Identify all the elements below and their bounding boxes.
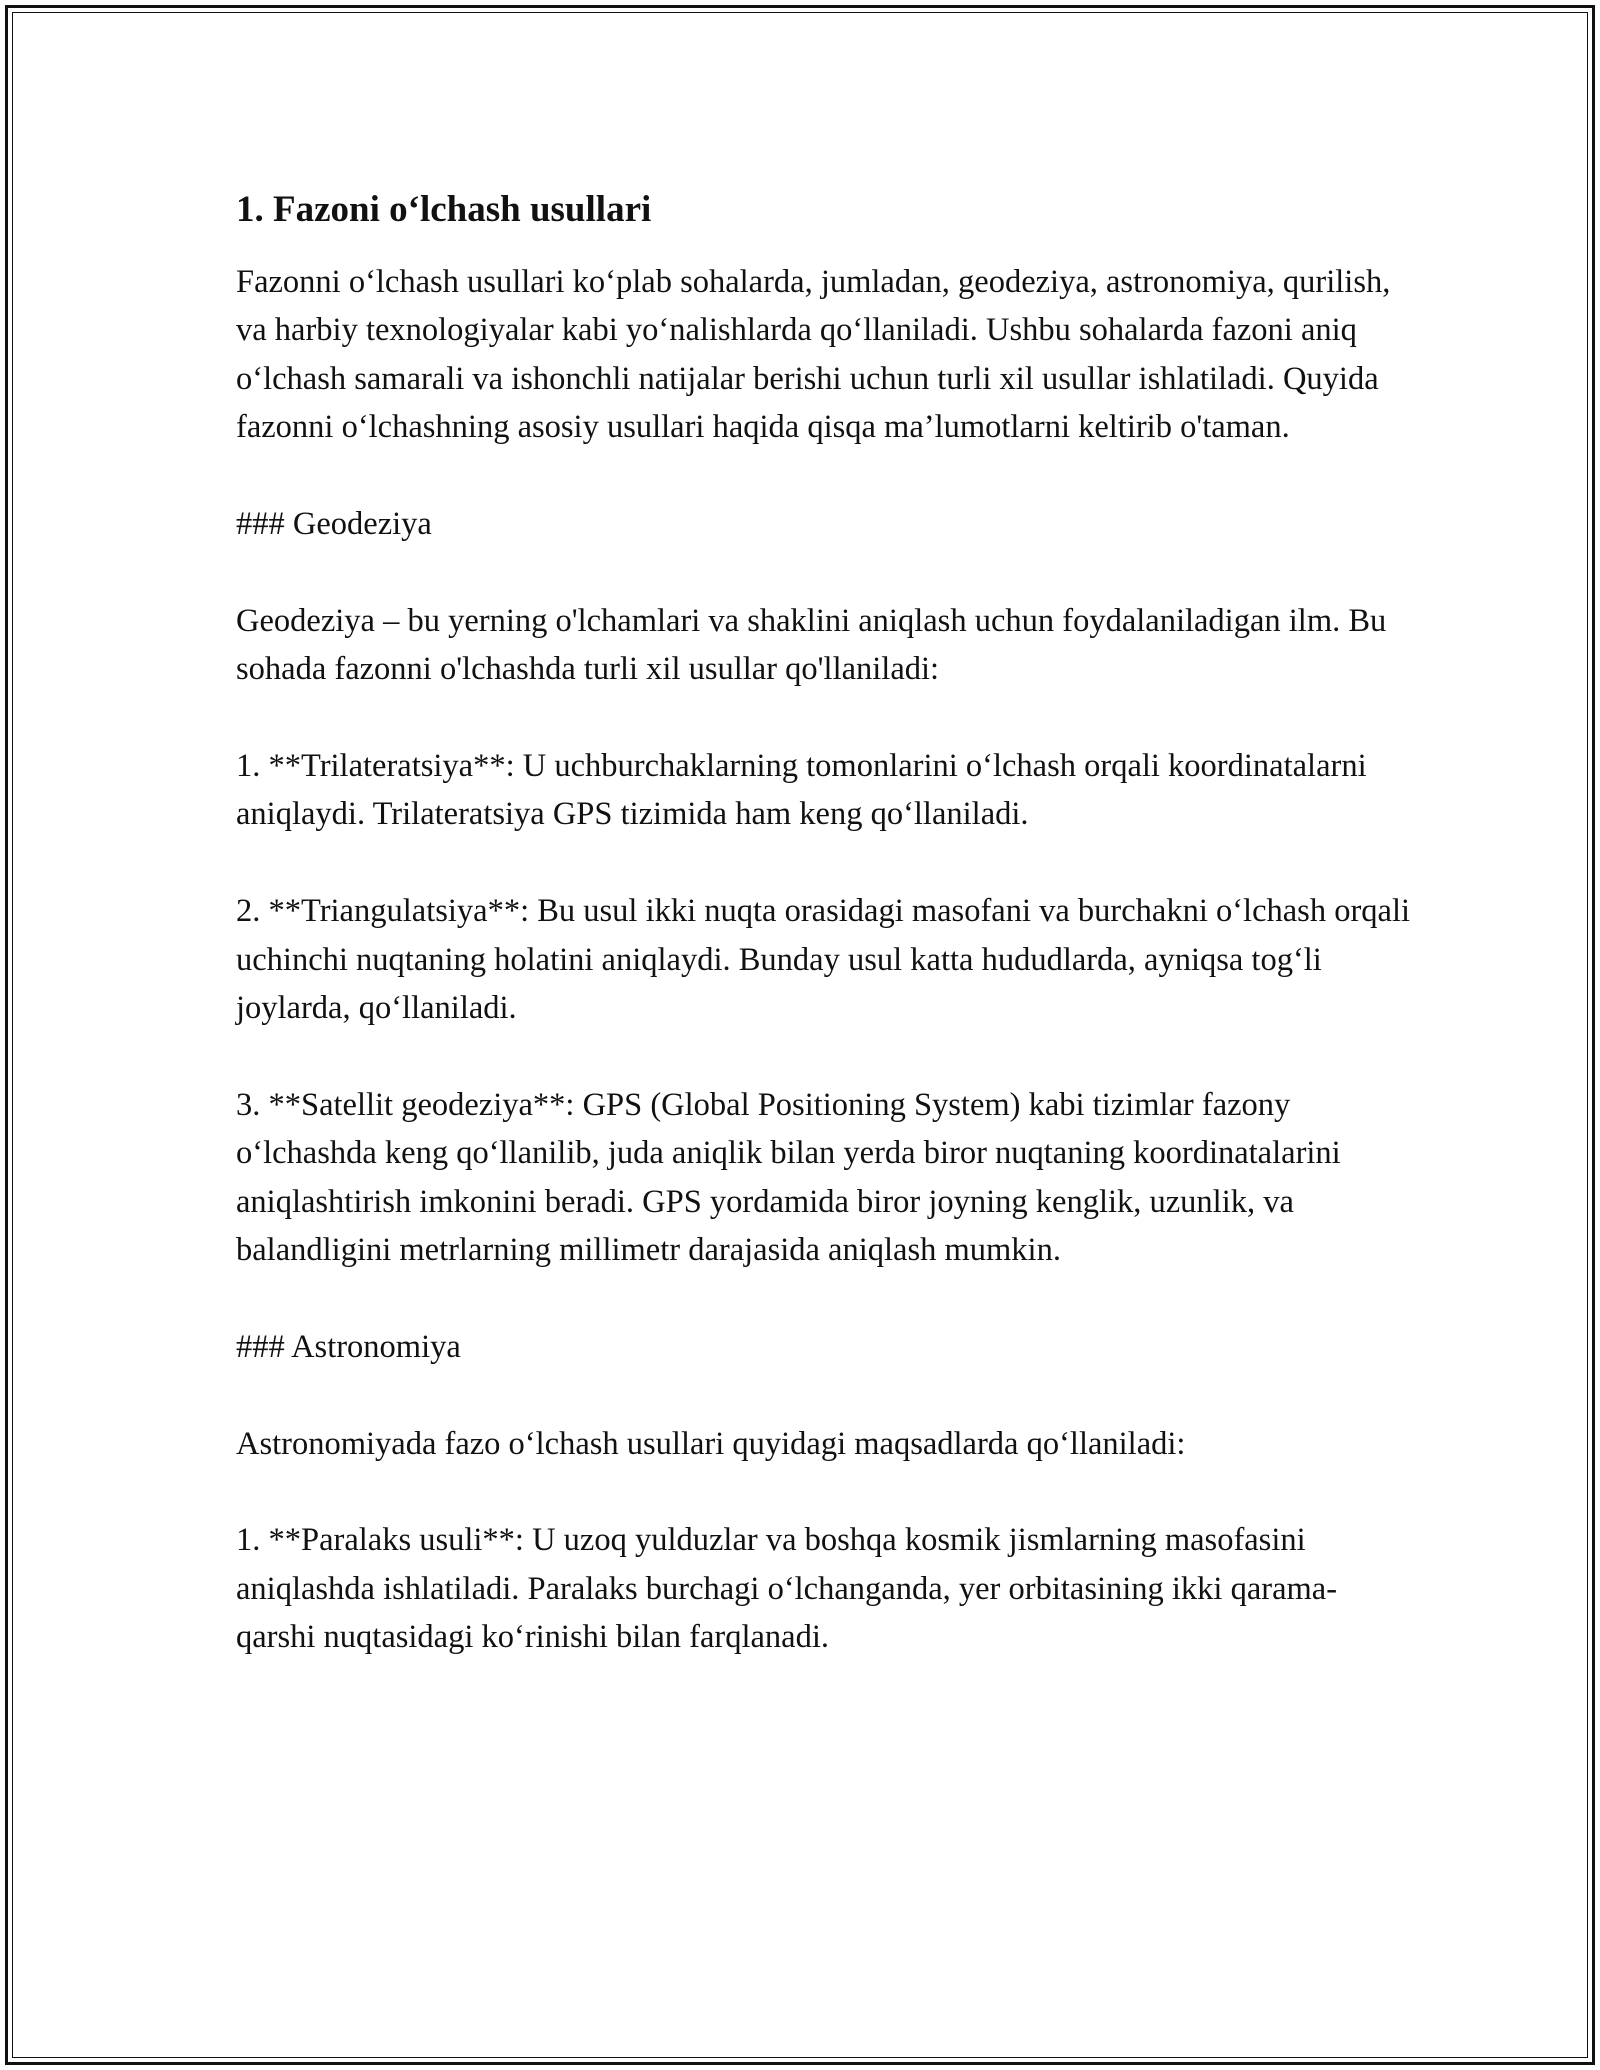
list-item-paralaks-usuli: 1. **Paralaks usuli**: U uzoq yulduzlar va boshqa kosmik jismlarning masofasini aniqlashda ishlatiladi. Paralaks burchagi o‘lchanganda, yer orbitasining ikki qarama-qarshi nuqtasidagi ko‘rinishi bilan farqlanadi. bbox=[236, 1522, 1338, 1656]
document-title: 1. Fazoni o‘lchash usullari bbox=[236, 189, 652, 230]
geodeziya-paragraph: Geodeziya – bu yerning o'lchamlari va shaklini aniqlash uchun foydalaniladigan ilm. Bu sohada fazonni o'lchashda turli xil usullar qo'llaniladi: bbox=[236, 602, 1387, 688]
list-item-triangulatsiya: 2. **Triangulatsiya**: Bu usul ikki nuqta orasidagi masofani va burchakni o‘lchash orqali uchinchi nuqtaning holatini aniqlaydi. Bunday usul katta hududlarda, ayniqsa tog‘li joylarda, qo‘llaniladi. bbox=[236, 893, 1411, 1027]
document-body bbox=[236, 186, 1416, 1662]
intro-paragraph: Fazonni o‘lchash usullari ko‘plab sohalarda, jumladan, geodeziya, astronomiya, qurilish, va harbiy texnologiyalar kabi yo‘nalishlarda qo‘llaniladi. Ushbu sohalarda fazoni aniq o‘lchash samarali va ishonchli natijalar berishi uchun turli xil usullar ishlatiladi. Quyida fazonni o‘lchashning asosiy usullari haqida qisqa ma’lumotlarni keltirib o'taman. bbox=[236, 264, 1391, 446]
astronomiya-paragraph: Astronomiyada fazo o‘lchash usullari quyidagi maqsadlarda qo‘llaniladi: bbox=[236, 1425, 1186, 1462]
list-item-trilateratsiya: 1. **Trilateratsiya**: U uchburchaklarning tomonlarini o‘lchash orqali koordinatalarni aniqlaydi. Trilateratsiya GPS tizimida ham keng qo‘llaniladi. bbox=[236, 748, 1367, 833]
list-item-satellit-geodeziya: 3. **Satellit geodeziya**: GPS (Global Positioning System) kabi tizimlar fazony o‘lchashda keng qo‘llanilib, juda aniqlik bilan yerda biror nuqtaning koordinatalarini aniqlashtirish imkonini beradi. GPS yordamida biror joyning kenglik, uzunlik, va balandligini metrlarning millimetr darajasida aniqlash mumkin. bbox=[236, 1086, 1341, 1269]
section-heading-geodeziya: ### Geodeziya bbox=[236, 506, 432, 543]
section-heading-astronomiya: ### Astronomiya bbox=[236, 1328, 461, 1365]
